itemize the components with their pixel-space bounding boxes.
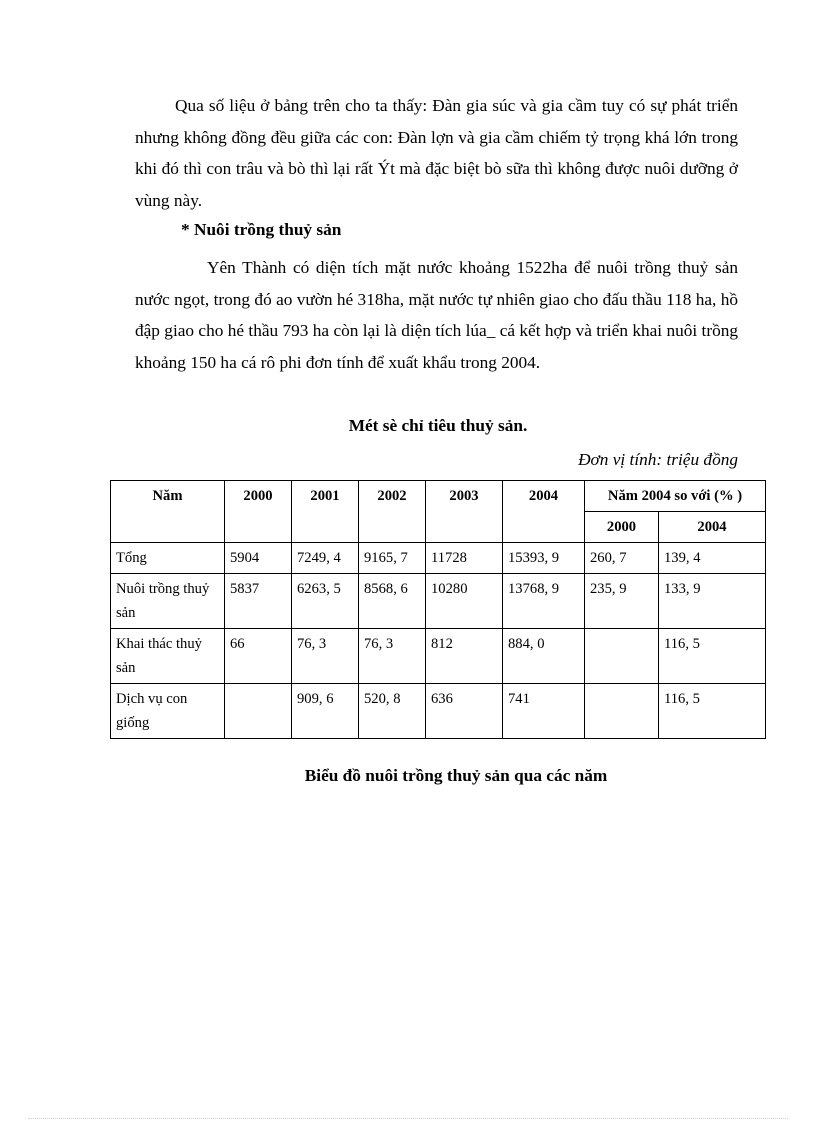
table-cell [225, 684, 292, 739]
table-cell: 15393, 9 [503, 543, 585, 574]
table-row [111, 574, 766, 629]
table-cell: 260, 7 [585, 543, 659, 574]
table-cell: 8568, 6 [359, 574, 426, 629]
table-cell: 235, 9 [585, 574, 659, 629]
table-cell: 10280 [426, 574, 503, 629]
header-year: 2003 [426, 481, 503, 543]
table-cell: 7249, 4 [292, 543, 359, 574]
row-label: Nuôi trồng thuỷ sản [111, 574, 225, 629]
table-cell [585, 684, 659, 739]
table-cell: 520, 8 [359, 684, 426, 739]
subheader-2000: 2000 [585, 512, 659, 543]
table-cell [585, 629, 659, 684]
table-cell: 116, 5 [659, 684, 766, 739]
table-row [111, 629, 766, 684]
table-row [111, 684, 766, 739]
table-cell: 5904 [225, 543, 292, 574]
page-bottom-divider [28, 1118, 788, 1119]
header-year: 2002 [359, 481, 426, 543]
header-compare: Năm 2004 so với (% ) [585, 481, 766, 512]
table-cell: 11728 [426, 543, 503, 574]
table-cell: 116, 5 [659, 629, 766, 684]
table-cell: 133, 9 [659, 574, 766, 629]
table-cell: 741 [503, 684, 585, 739]
table-cell: 812 [426, 629, 503, 684]
table-cell: 139, 4 [659, 543, 766, 574]
table-cell: 9165, 7 [359, 543, 426, 574]
table-cell: 5837 [225, 574, 292, 629]
row-label: Khai thác thuỷ sản [111, 629, 225, 684]
table-cell: 76, 3 [359, 629, 426, 684]
table-cell: 884, 0 [503, 629, 585, 684]
unit-note: Đơn vị tính: triệu đồng [578, 450, 738, 469]
row-label: Tổng [111, 543, 225, 574]
table-cell: 6263, 5 [292, 574, 359, 629]
table-cell: 76, 3 [292, 629, 359, 684]
header-year: 2001 [292, 481, 359, 543]
row-label: Dịch vụ con giống [111, 684, 225, 739]
chart-title: Biểu đồ nuôi trồng thuỷ sản qua các năm [304, 766, 608, 785]
header-year: 2000 [225, 481, 292, 543]
table-cell: 636 [426, 684, 503, 739]
table-cell: 909, 6 [292, 684, 359, 739]
header-year: 2004 [503, 481, 585, 543]
aquaculture-table [110, 480, 766, 739]
section-heading: * Nuôi trồng thuỷ sản [181, 220, 342, 239]
subheader-2004: 2004 [659, 512, 766, 543]
table-row [111, 543, 766, 574]
header-year-label: Năm [111, 481, 225, 543]
table-title: Mét sè chỉ tiêu thuỷ sản. [348, 416, 528, 435]
table-cell: 13768, 9 [503, 574, 585, 629]
table-cell: 66 [225, 629, 292, 684]
paragraph-livestock: Qua số liệu ở bảng trên cho ta thấy: Đàn gia súc và gia cầm tuy có sự phát triển nhưng không đồng đều giữa các con: Đàn lợn và gia cầm chiếm tỷ trọng khá lớn trong khi đó thì con trâu và bò thì lại rất Ýt mà đặc biệt bò sữa thì không được nuôi dưỡng ở vùng này. [135, 96, 738, 210]
table-header-row [111, 481, 766, 512]
paragraph-aquaculture: Yên Thành có diện tích mặt nước khoảng 1522ha để nuôi trồng thuỷ sản nước ngọt, trong đó ao vườn hé 318ha, mặt nước tự nhiên giao cho đấu thầu 118 ha, hồ đập giao cho hé thầu 793 ha còn lại là diện tích lúa_ cá kết hợp và triển khai nuôi trồng khoảng 150 ha cá rô phi đơn tính để xuất khẩu trong 2004. [135, 258, 738, 372]
